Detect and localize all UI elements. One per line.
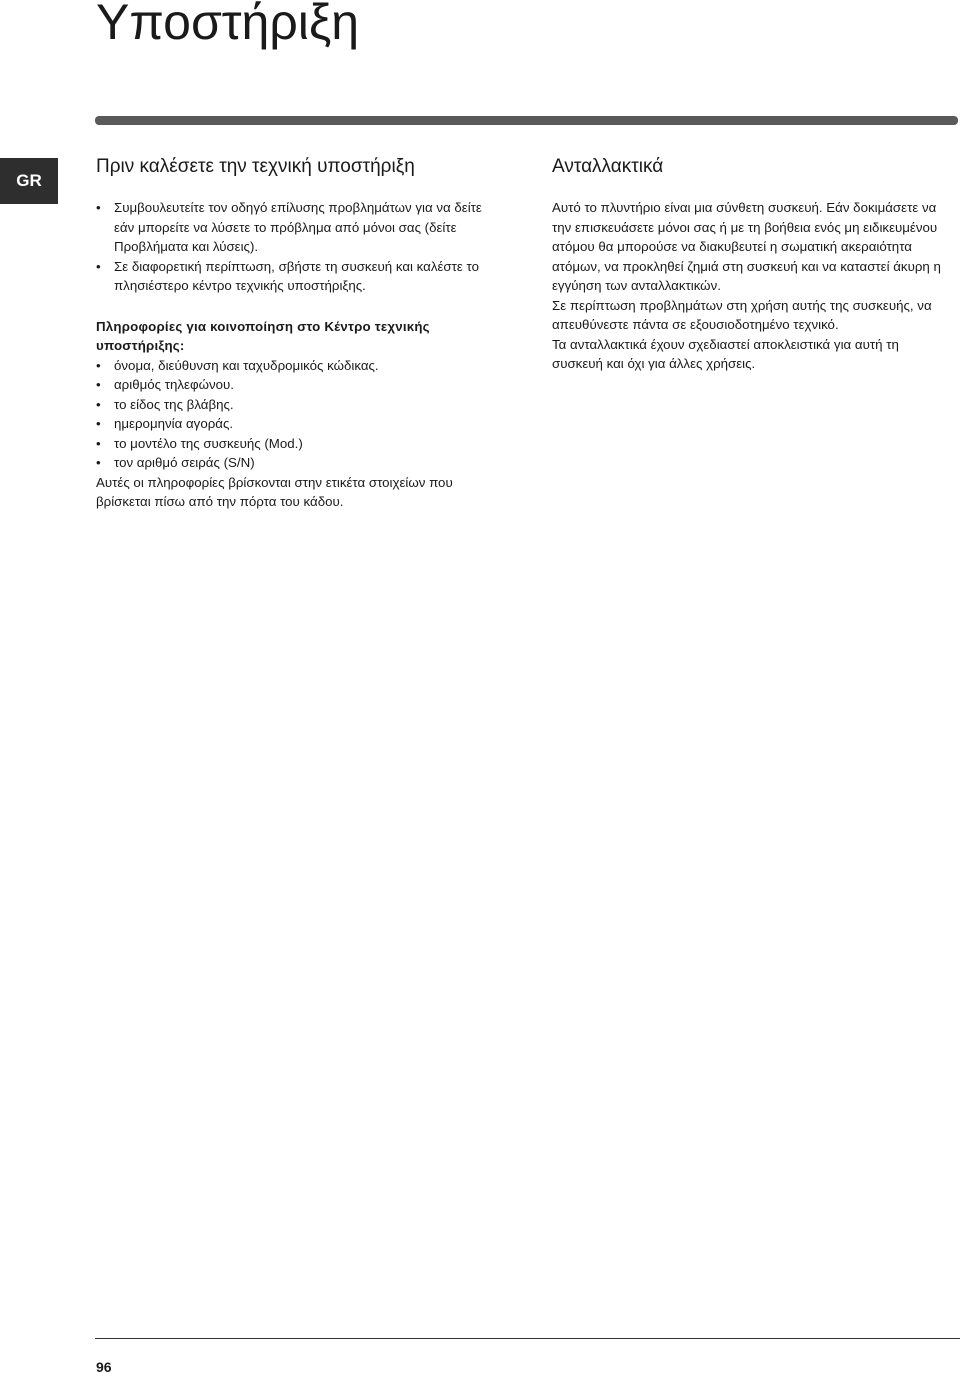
section-heading-before-calling: Πριν καλέσετε την τεχνική υποστήριξη (96, 156, 415, 177)
closing-text: Αυτές οι πληροφορίες βρίσκονται στην ετικέτα στοιχείων που βρίσκεται πίσω από την πόρτα του κάδου. (96, 474, 453, 509)
right-column (552, 154, 944, 374)
list-item: • όνομα, διεύθυνση και ταχυδρομικός κώδικας. (96, 356, 501, 376)
list-item: • ημερομηνία αγοράς. (96, 414, 501, 434)
paragraph: Αυτό το πλυντήριο είναι μια σύνθετη συσκευή. Εάν δοκιμάσετε να την επισκευάσετε μόνοι σας ή με τη βοήθεια ενός μη ειδικευμένου ατόμου θα μπορούσε να διακυβευτεί η σωματική ακεραιότητα ατόμων, να προκληθεί ζημιά στη συσκευή και να καταστεί άκυρη η εγγύηση των ανταλλακτικών. (552, 200, 941, 293)
advice-list (96, 198, 501, 296)
list-item: • το είδος της βλάβης. (96, 395, 501, 415)
list-item: • το μοντέλο της συσκευής (Mod.) (96, 434, 501, 454)
language-tab: GR (0, 158, 58, 204)
list-item: • αριθμός τηλεφώνου. (96, 375, 501, 395)
page-number: 96 (96, 1359, 112, 1375)
list-item: • Συμβουλευτείτε τον οδηγό επίλυσης προβλημάτων για να δείτε εάν μπορείτε να λύσετε το πρόβλημα από μόνοι σας (δείτε Προβλήματα και λύσεις). (96, 198, 501, 257)
paragraph: Σε περίπτωση προβλημάτων στη χρήση αυτής της συσκευής, να απευθύνεστε πάντα σε εξουσιοδοτημένο τεχνικό. (552, 297, 932, 332)
paragraph: Τα ανταλλακτικά έχουν σχεδιαστεί αποκλειστικά για αυτή τη συσκευή και όχι για άλλες χρήσεις. (552, 336, 899, 371)
info-subheading: Πληροφορίες για κοινοποίηση στο Κέντρο τεχνικής υποστήριξης: (96, 318, 430, 353)
info-list (96, 356, 501, 473)
list-item: • Σε διαφορετική περίπτωση, σβήστε τη συσκευή και καλέστε το πλησιέστερο κέντρο τεχνικής υποστήριξης. (96, 257, 501, 296)
list-item: • τον αριθμό σειράς (S/N) (96, 453, 501, 473)
section-heading-spare-parts: Ανταλλακτικά (552, 156, 664, 177)
left-column (96, 154, 501, 512)
title-divider (95, 116, 958, 125)
footer-divider (95, 1338, 960, 1339)
page-title: Υποστήριξη (96, 0, 360, 50)
